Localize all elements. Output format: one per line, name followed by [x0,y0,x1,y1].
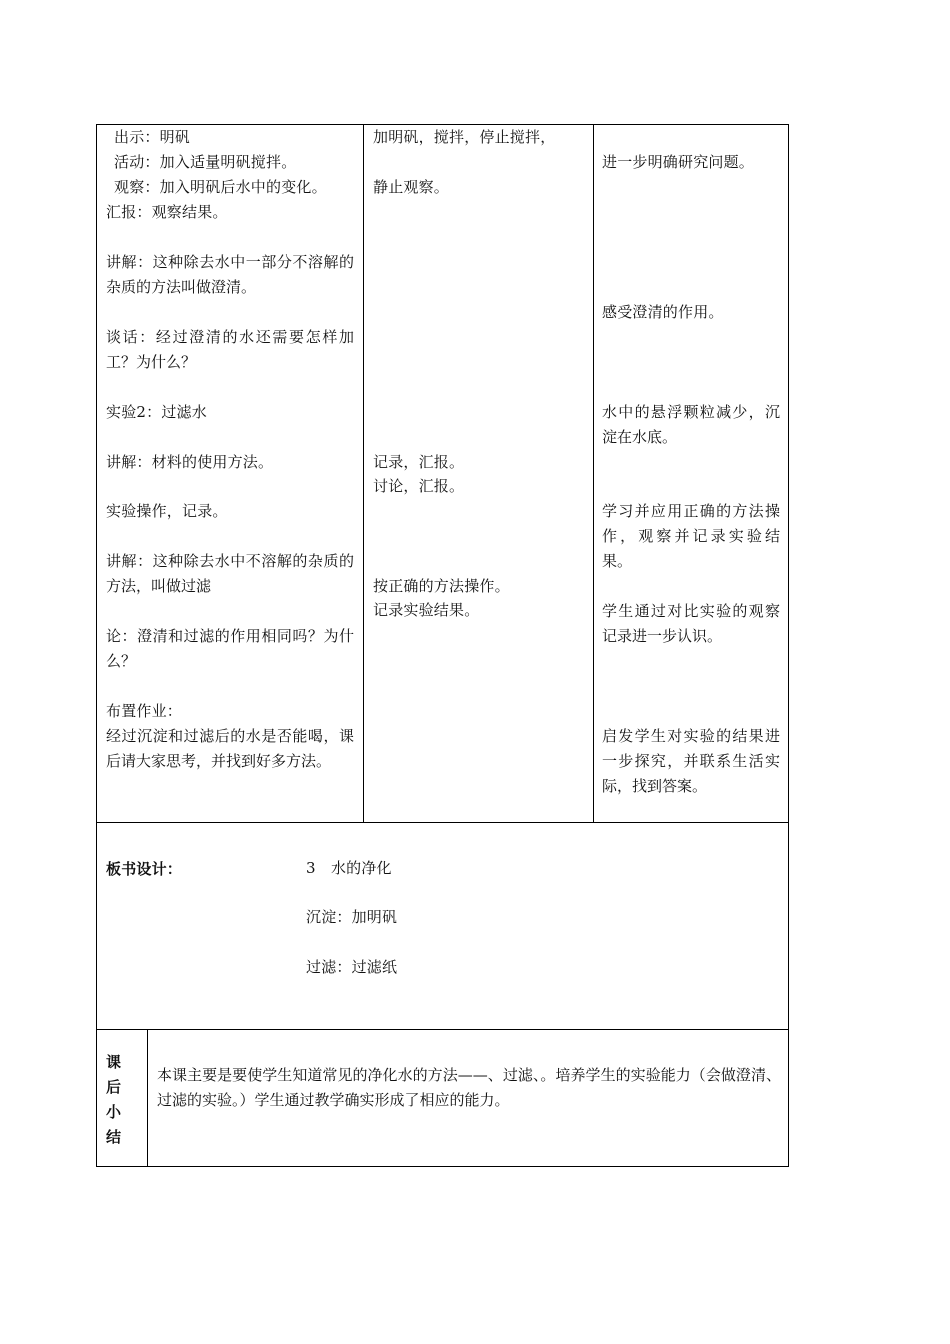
intent-compare-text: 学生通过对比实验的观察记录进一步认识。 [602,602,780,645]
explain-clarify-text: 讲解：这种除去水中一部分不溶解的杂质的方法叫做澄清。 [106,253,354,296]
student-alum-text: 加明矾，搅拌，停止搅拌， [373,128,556,146]
explain-filter-text: 讲解：这种除去水中不溶解的杂质的方法，叫做过滤 [106,552,354,595]
student-operate-text: 按正确的方法操作。 [373,577,510,595]
summary-label-divider [147,1029,148,1167]
board-title: 3 水的净化 [306,859,392,877]
board-filter: 过滤：过滤纸 [306,958,398,976]
explain-materials-text: 讲解：材料的使用方法。 [106,453,274,471]
intent-inspire-text: 启发学生对实验的结果进一步探究，并联系生活实际，找到答案。 [602,727,780,795]
student-discuss-text: 讨论，汇报。 [373,477,465,495]
intent-particles-text: 水中的悬浮颗粒减少，沉淀在水底。 [602,403,780,446]
report-text: 汇报：观察结果。 [106,203,228,221]
board-sediment: 沉淀：加明矾 [306,908,398,926]
summary-label-4: 结 [106,1128,122,1146]
homework-text: 经过沉淀和过滤后的水是否能喝，课后请大家思考，并找到好多方法。 [106,727,354,770]
intent-question-text: 进一步明确研究问题。 [602,153,755,171]
operate-text: 实验操作，记录。 [106,502,228,520]
homework-title: 布置作业： [106,702,183,720]
column-divider-1 [363,124,364,823]
summary-label-1: 课 [106,1053,122,1071]
activity-text: 活动：加入适量明矾搅拌。 [114,153,297,171]
experiment2-text: 实验2：过滤水 [106,403,207,421]
student-record-text: 记录，汇报。 [373,453,465,471]
column-divider-2 [593,124,594,823]
intent-clarify-text: 感受澄清的作用。 [602,303,724,321]
show-alum-text: 出示：明矾 [114,128,191,146]
summary-label-3: 小 [106,1103,122,1121]
talk-text: 谈话：经过澄清的水还需要怎样加工？为什么？ [106,328,354,371]
discuss-text: 论：澄清和过滤的作用相同吗？为什么？ [106,627,354,670]
table-right-border [788,124,789,1167]
student-observe-text: 静止观察。 [373,178,450,196]
student-result-text: 记录实验结果。 [373,601,480,619]
row-divider-1 [96,822,789,823]
intent-method-text: 学习并应用正确的方法操作，观察并记录实验结果。 [602,502,780,570]
table-bottom-border [96,1166,789,1167]
row-divider-2 [96,1029,789,1030]
table-left-border [96,124,97,1167]
board-design-label: 板书设计： [106,860,183,878]
summary-text: 本课主要是要使学生知道常见的净化水的方法——、过滤、。培养学生的实验能力（会做澄清、过滤的实验。）学生通过教学确实形成了相应的能力。 [157,1066,781,1109]
observe-text: 观察：加入明矾后水中的变化。 [114,178,327,196]
summary-label-2: 后 [106,1078,122,1096]
